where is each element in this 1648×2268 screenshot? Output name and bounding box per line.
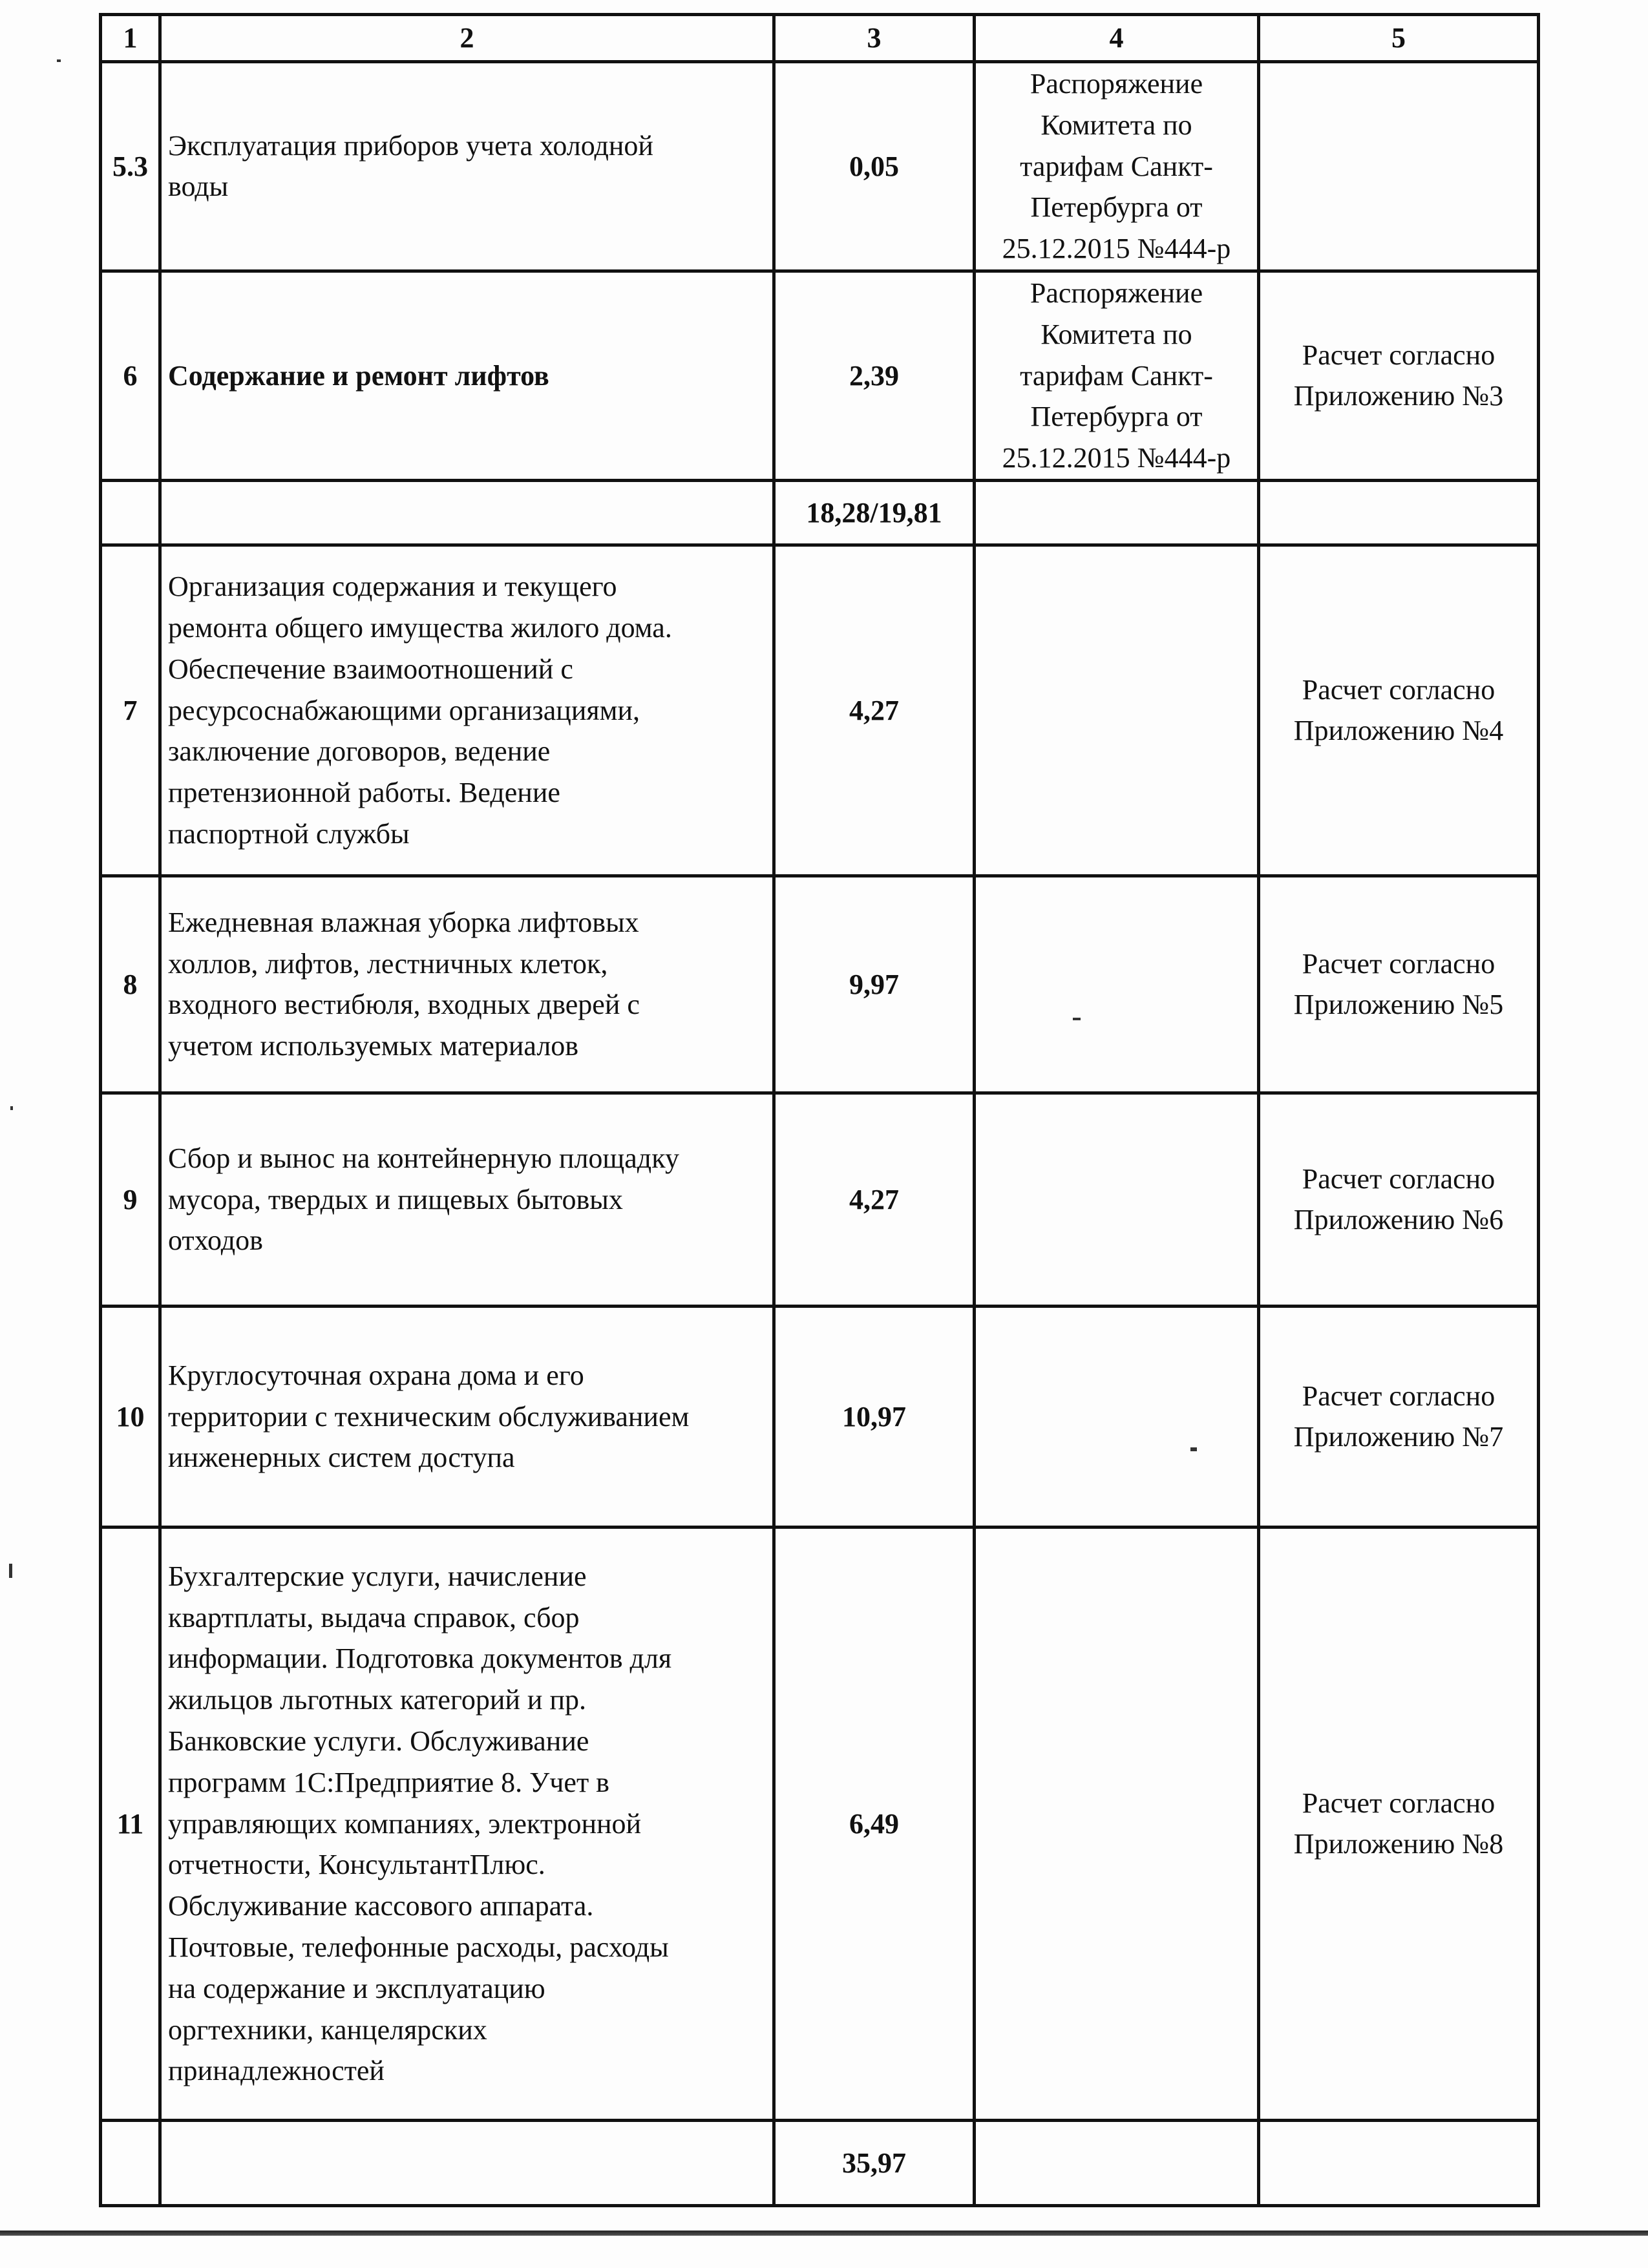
service-name-line: территории с техническим обслуживанием — [168, 1400, 690, 1433]
basis-document-cell — [975, 62, 1259, 271]
basis-document-cell — [975, 271, 1259, 480]
header-row — [101, 15, 1539, 62]
service-name-line: на содержание и эксплуатацию — [168, 1972, 545, 2004]
basis-document-line: Петербурга от — [1030, 401, 1203, 433]
note-line: Приложению №5 — [1293, 989, 1504, 1021]
service-name-cell — [160, 62, 774, 271]
service-name-line: управляющих компаниях, электронной — [168, 1807, 642, 1840]
service-name-line: заключение договоров, ведение — [168, 735, 551, 768]
basis-document-cell — [975, 1306, 1259, 1527]
service-name-cell — [160, 1093, 774, 1306]
table-row — [101, 2120, 1539, 2205]
scan-speck — [1190, 1447, 1197, 1451]
note-cell — [1259, 1306, 1539, 1527]
row-number-cell: 8 — [101, 876, 160, 1093]
rate-value-cell: 4,27 — [774, 545, 975, 876]
note-cell — [1259, 876, 1539, 1093]
basis-document-cell — [975, 876, 1259, 1093]
service-name-cell — [160, 876, 774, 1093]
scan-speck — [9, 1564, 12, 1578]
service-name-line: Обслуживание кассового аппарата. — [168, 1890, 594, 1922]
service-name-line: ресурсоснабжающими организациями, — [168, 694, 640, 726]
rate-value-cell: 4,27 — [774, 1093, 975, 1306]
basis-document-line: Комитета по — [1041, 318, 1192, 350]
service-name-line: паспортной службы — [168, 817, 410, 850]
note-line: Приложению №4 — [1293, 715, 1504, 747]
service-name-line: воды — [168, 171, 229, 203]
note-cell — [1259, 271, 1539, 480]
note-line: Расчет согласно — [1302, 947, 1495, 980]
row-number-cell: 9 — [101, 1093, 160, 1306]
note-cell — [1259, 1093, 1539, 1306]
service-name-line: Бухгалтерские услуги, начисление — [168, 1560, 587, 1592]
row-number-cell — [101, 480, 160, 545]
basis-document-line: Комитета по — [1041, 109, 1192, 141]
service-name-line: Организация содержания и текущего — [168, 571, 617, 603]
note-cell — [1259, 62, 1539, 271]
service-name-cell — [160, 480, 774, 545]
note-line: Расчет согласно — [1302, 1162, 1495, 1195]
service-name-line: Эксплуатация приборов учета холодной — [168, 129, 653, 162]
service-name-line: информации. Подготовка документов для — [168, 1643, 672, 1675]
note-cell — [1259, 2120, 1539, 2205]
basis-document-line: Распоряжение — [1030, 68, 1203, 100]
service-name-line: Ежедневная влажная уборка лифтовых — [168, 906, 639, 938]
note-line: Приложению №8 — [1293, 1828, 1504, 1860]
service-name-line: Содержание и ремонт лифтов — [168, 359, 549, 392]
table-row — [101, 480, 1539, 545]
service-name-line: претензионной работы. Ведение — [168, 777, 560, 809]
rate-value-cell: 35,97 — [774, 2120, 975, 2205]
note-line: Приложению №3 — [1293, 380, 1504, 412]
table-row — [101, 545, 1539, 876]
basis-document-line: 25.12.2015 №444-р — [1002, 233, 1231, 265]
rate-value-cell: 0,05 — [774, 62, 975, 271]
basis-document-line: 25.12.2015 №444-р — [1002, 442, 1231, 474]
scan-speck — [57, 59, 61, 62]
note-cell — [1259, 545, 1539, 876]
table-row — [101, 1527, 1539, 2120]
basis-document-cell — [975, 2120, 1259, 2205]
service-name-line: Обеспечение взаимоотношений с — [168, 653, 573, 685]
note-line: Расчет согласно — [1302, 339, 1495, 371]
row-number-cell: 11 — [101, 1527, 160, 2120]
tariff-table — [99, 13, 1540, 2207]
row-number-cell: 7 — [101, 545, 160, 876]
scan-speck — [10, 1106, 13, 1110]
basis-document-cell — [975, 545, 1259, 876]
row-number-cell: 10 — [101, 1306, 160, 1527]
note-cell — [1259, 480, 1539, 545]
service-name-line: входного вестибюля, входных дверей с — [168, 989, 640, 1021]
scan-speck — [1073, 1018, 1081, 1020]
basis-document-line: тарифам Санкт- — [1020, 359, 1213, 392]
basis-document-cell — [975, 1527, 1259, 2120]
basis-document-line: Петербурга от — [1030, 191, 1203, 224]
service-name-cell — [160, 271, 774, 480]
note-line: Приложению №7 — [1293, 1421, 1504, 1453]
service-name-cell — [160, 545, 774, 876]
table-row — [101, 271, 1539, 480]
note-line: Расчет согласно — [1302, 1380, 1495, 1412]
service-name-line: программ 1С:Предприятие 8. Учет в — [168, 1766, 609, 1798]
table-row — [101, 1093, 1539, 1306]
service-name-line: Сбор и вынос на контейнерную площадку — [168, 1142, 679, 1174]
note-cell — [1259, 1527, 1539, 2120]
service-name-cell — [160, 2120, 774, 2205]
service-name-line: Круглосуточная охрана дома и его — [168, 1359, 584, 1391]
header-cell-2: 2 — [160, 15, 774, 62]
service-name-line: ремонта общего имущества жилого дома. — [168, 611, 672, 644]
header-cell-1: 1 — [101, 15, 160, 62]
service-name-line: учетом используемых материалов — [168, 1030, 579, 1062]
basis-document-cell — [975, 1093, 1259, 1306]
rate-value-cell: 6,49 — [774, 1527, 975, 2120]
note-line: Расчет согласно — [1302, 673, 1495, 706]
row-number-cell — [101, 2120, 160, 2205]
service-name-cell — [160, 1306, 774, 1527]
header-cell-5: 5 — [1259, 15, 1539, 62]
header-cell-3: 3 — [774, 15, 975, 62]
service-name-line: Банковские услуги. Обслуживание — [168, 1725, 589, 1757]
rate-value-cell: 10,97 — [774, 1306, 975, 1527]
table-row — [101, 1306, 1539, 1527]
scan-bottom-edge — [0, 2231, 1648, 2236]
service-name-line: инженерных систем доступа — [168, 1442, 515, 1474]
note-line: Приложению №6 — [1293, 1204, 1504, 1236]
basis-document-line: тарифам Санкт- — [1020, 150, 1213, 182]
basis-document-line: Распоряжение — [1030, 277, 1203, 309]
basis-document-cell — [975, 480, 1259, 545]
service-name-line: мусора, твердых и пищевых бытовых — [168, 1183, 623, 1215]
service-name-line: отходов — [168, 1224, 263, 1257]
row-number-cell: 5.3 — [101, 62, 160, 271]
rate-value-cell: 18,28/19,81 — [774, 480, 975, 545]
header-cell-4: 4 — [975, 15, 1259, 62]
service-name-line: жильцов льготных категорий и пр. — [168, 1684, 587, 1716]
service-name-line: оргтехники, канцелярских — [168, 2013, 487, 2046]
rate-value-cell: 9,97 — [774, 876, 975, 1093]
service-name-line: холлов, лифтов, лестничных клеток, — [168, 947, 608, 980]
row-number-cell: 6 — [101, 271, 160, 480]
service-name-line: отчетности, КонсультантПлюс. — [168, 1849, 545, 1881]
service-name-cell — [160, 1527, 774, 2120]
note-line: Расчет согласно — [1302, 1787, 1495, 1819]
service-name-line: принадлежностей — [168, 2055, 385, 2087]
service-name-line: квартплаты, выдача справок, сбор — [168, 1601, 580, 1633]
rate-value-cell: 2,39 — [774, 271, 975, 480]
service-name-line: Почтовые, телефонные расходы, расходы — [168, 1931, 669, 1963]
table-row — [101, 876, 1539, 1093]
table-row — [101, 62, 1539, 271]
